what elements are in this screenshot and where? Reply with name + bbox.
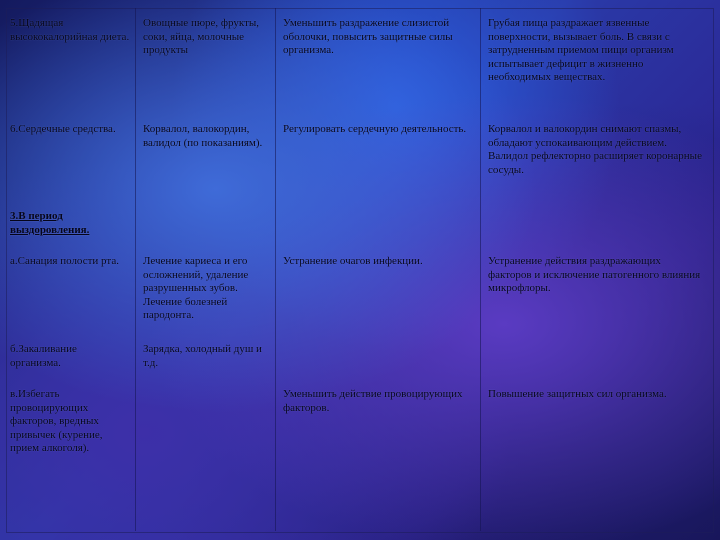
table-cell-means: Лечение кариеса и его осложнений, удаление разрушенных зубов. Лечение болезней пародонта.	[143, 255, 249, 321]
table-cell-goal: Уменьшить действие провоцирующих факторов.	[283, 388, 463, 414]
table-cell-means: Зарядка, холодный душ и т.д.	[143, 343, 262, 369]
table-cell-stage: а.Санация полости рта.	[10, 255, 119, 267]
table-cell-stage: б.Закаливание организма.	[10, 343, 77, 369]
column-divider	[135, 8, 136, 531]
table-cell-rationale: Устранение действия раздражающих факторов и исключение патогенного влияния микрофлоры.	[488, 255, 701, 294]
column-divider	[275, 8, 276, 531]
table-cell-stage: 5.Щадящая высококалорийная диета.	[10, 17, 130, 43]
table-cell-rationale: Корвалол и валокордин снимают спазмы, обладают успокаивающим действием. Валидол рефлекторно расширяет коронарные сосуды.	[488, 123, 702, 176]
table-cell-stage: 6.Сердечные средства.	[10, 123, 116, 135]
table-cell-goal: Устранение очагов инфекции.	[283, 255, 423, 267]
table-cell-rationale: Грубая пища раздражает язвенные поверхности, вызывает боль. В связи с затрудненным приемом пищи организм испытывает дефицит в жизненно необходимых веществах.	[488, 17, 674, 83]
table-cell-goal: Регулировать сердечную деятельность.	[283, 123, 467, 135]
column-divider	[480, 8, 481, 531]
table-cell-means: Корвалол, валокордин, валидол (по показаниям).	[143, 123, 263, 149]
table-cell-stage: в.Избегать провоцирующих факторов, вредных привычек (курение, прием алкоголя).	[10, 388, 103, 454]
section-heading: 3.В период выздоровления.	[10, 210, 90, 236]
table-cell-rationale: Повышение защитных сил организма.	[488, 388, 667, 400]
table-cell-means: Овощные пюре, фрукты, соки, яйца, молочные продукты	[143, 17, 260, 56]
table-cell-goal: Уменьшить раздражение слизистой оболочки, повысить защитные силы организма.	[283, 17, 453, 56]
